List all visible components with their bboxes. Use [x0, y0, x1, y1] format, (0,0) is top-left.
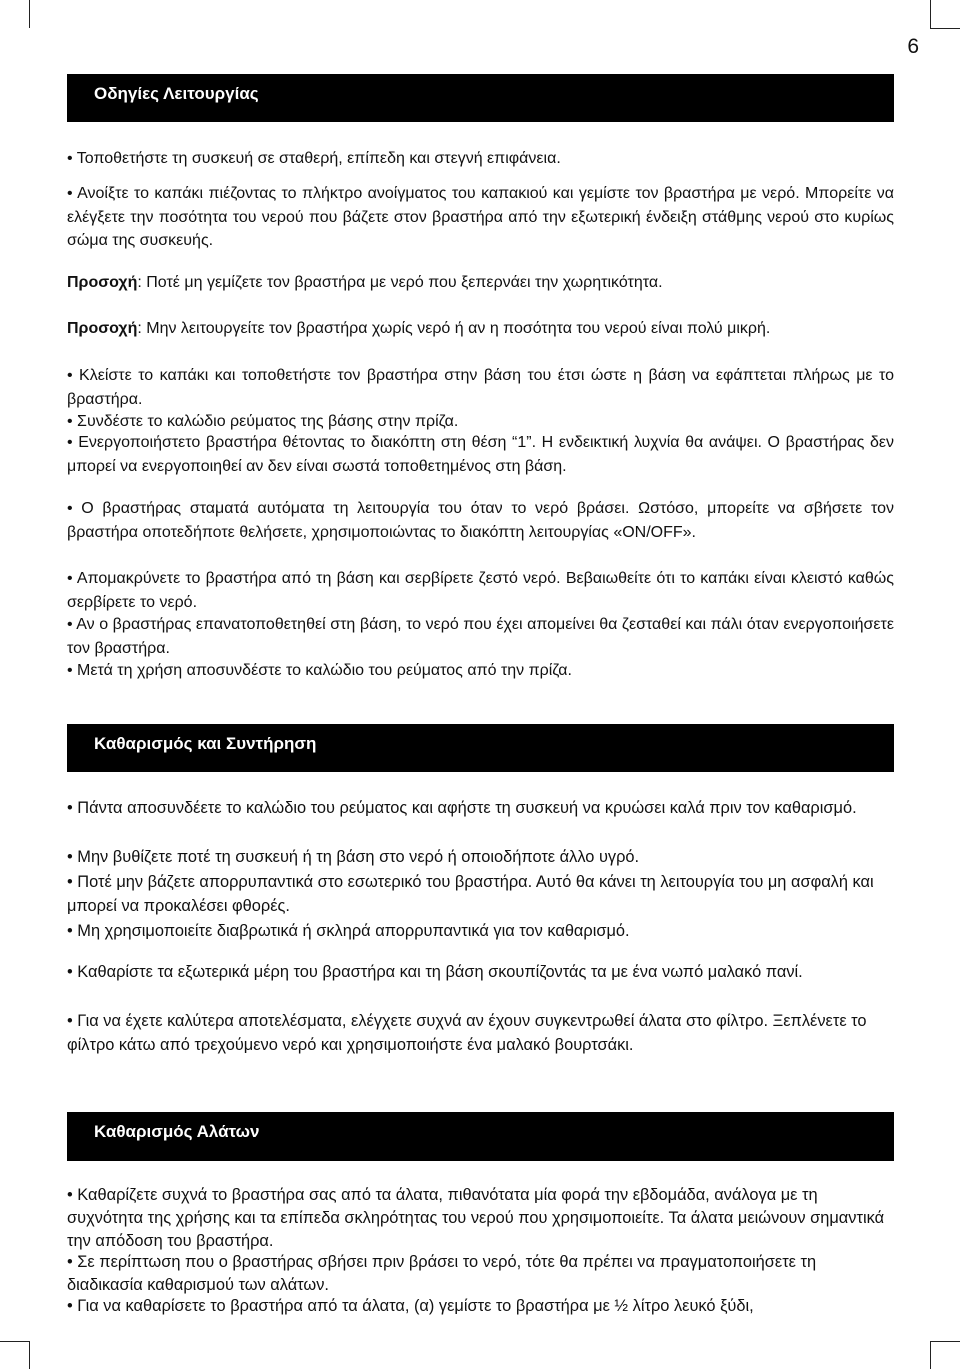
cleaning-item-no-immerse: • Μην βυθίζετε ποτέ τη συσκευή ή τη βάση στο νερό ή οποιοδήποτε άλλο υγρό.: [67, 848, 640, 866]
cleaning-item-no-abrasive: • Μη χρησιμοποιείτε διαβρωτικά ή σκληρά απορρυπαντικά για τον καθαρισμό.: [67, 922, 630, 940]
crop-mark-top-right: [930, 0, 931, 28]
caution-label: Προσοχή: [67, 320, 138, 337]
operation-item-close-lid: • Κλείστε το καπάκι και τοποθετήστε τον βραστήρα στην βάση του έτσι ώστε η βάση να εφάπτεται πλήρως με το βραστήρα.: [67, 367, 894, 408]
crop-mark-bottom-right-h: [930, 1341, 960, 1342]
cleaning-item-filter: • Για να έχετε καλύτερα αποτελέσματα, ελέγχετε συχνά αν έχουν συγκεντρωθεί άλατα στο φίλτρο. Ξεπλένετε το φίλτρο κάτω από τρεχούμενο νερό και χρησιμοποιήστε ένα μαλακό βουρτσάκι.: [67, 1012, 867, 1054]
operation-item-auto-off: • Ο βραστήρας σταματά αυτόματα τη λειτουργία του όταν το νερό βράσει. Ωστόσο, μπορείτε να σβήσετε τον βραστήρα οποτεδήποτε θελήσετε, χρησιμοποιώντας το διακόπτη λειτουργίας «ON/OFF».: [67, 500, 894, 541]
section-header-cleaning: [67, 724, 894, 772]
operation-item-plug: • Συνδέστε το καλώδιο ρεύματος της βάσης στην πρίζα.: [67, 413, 459, 430]
operation-caution-capacity: [67, 271, 894, 295]
caution-label: Προσοχή: [67, 274, 138, 291]
cleaning-item-wipe: • Καθαρίστε τα εξωτερικά μέρη του βραστήρα και τη βάση σκουπίζοντάς τα με ένα νωπό μαλακό πανί.: [67, 963, 803, 981]
caution-text: : Ποτέ μη γεμίζετε τον βραστήρα με νερό που ξεπερνάει την χωρητικότητα.: [137, 274, 663, 291]
caution-text: : Μην λειτουργείτε τον βραστήρα χωρίς νερό ή αν η ποσότητα του νερού είναι πολύ μικρή.: [137, 320, 771, 337]
operation-item-fill: • Ανοίξτε το καπάκι πιέζοντας το πλήκτρο ανοίγματος του καπακιού και γεμίστε τον βραστήρα με νερό. Μπορείτε να ελέγξετε την ποσότητα του νερού που βάζετε στον βραστήρα από την εξωτερική ένδειξη στάθμης νερού στο κυρίως σώμα της συσκευής.: [67, 185, 894, 249]
descaling-item-switch-off: • Σε περίπτωση που ο βραστήρας σβήσει πριν βράσει το νερό, τότε θα πρέπει να πραγματοποιήσετε τη διαδικασία καθαρισμού των αλάτων.: [67, 1253, 817, 1294]
section-header-operation: [67, 74, 894, 122]
section-title-descaling: Καθαρισμός Αλάτων: [94, 1122, 260, 1141]
page-number: 6: [907, 35, 919, 58]
operation-item-unplug: • Μετά τη χρήση αποσυνδέστε το καλώδιο του ρεύματος από την πρίζα.: [67, 662, 572, 679]
section-header-descaling: [67, 1112, 894, 1161]
crop-mark-bottom-left-h: [0, 1341, 29, 1342]
operation-item-place: • Τοποθετήστε τη συσκευή σε σταθερή, επίπεδη και στεγνή επιφάνεια.: [67, 150, 561, 167]
section-title-cleaning: Καθαρισμός και Συντήρηση: [94, 734, 317, 753]
section-title-operation: Οδηγίες Λειτουργίας: [94, 84, 259, 103]
operation-item-replace: • Αν ο βραστήρας επανατοποθετηθεί στη βάση, το νερό που έχει απομείνει θα ζεσταθεί και πάλι όταν ενεργοποιήσετε τον βραστήρα.: [67, 616, 894, 657]
crop-mark-bottom-left: [29, 1341, 30, 1369]
descaling-item-vinegar: • Για να καθαρίσετε το βραστήρα από τα άλατα, (α) γεμίστε το βραστήρα με ½ λίτρο λευκό ξύδι,: [67, 1297, 754, 1315]
descaling-item-frequency: • Καθαρίζετε συχνά το βραστήρα σας από τα άλατα, πιθανότατα μία φορά την εβδομάδα, ανάλογα με τη συχνότητα της χρήσης και τα επίπεδα σκληρότητας του νερού που χρησιμοποιείτε. Τα άλατα μειώνουν σημαντικά την απόδοση του βραστήρα.: [67, 1186, 885, 1250]
operation-item-serve: • Απομακρύνετε το βραστήρα από τη βάση και σερβίρετε ζεστό νερό. Βεβαιωθείτε ότι το καπάκι είναι κλειστό καθώς σερβίρετε το νερό.: [67, 570, 894, 611]
operation-item-switch-on: • Ενεργοποιήστετο βραστήρα θέτοντας το διακόπτη στη θέση “1”. Η ενδεικτική λυχνία θα ανάψει. Ο βραστήρας δεν μπορεί να ενεργοποιηθεί αν δεν είναι σωστά τοποθετημένος στη βάση.: [67, 434, 894, 475]
cleaning-item-no-detergent: • Ποτέ μην βάζετε απορρυπαντικά στο εσωτερικό του βραστήρα. Αυτό θα κάνει τη λειτουργία του μη ασφαλή και μπορεί να προκαλέσει φθορές.: [67, 873, 874, 915]
crop-mark-top-left: [29, 0, 30, 28]
operation-caution-empty: [67, 317, 894, 341]
crop-mark-bottom-right: [930, 1341, 931, 1369]
crop-mark-top-right-h: [930, 28, 960, 29]
cleaning-item-unplug: • Πάντα αποσυνδέετε το καλώδιο του ρεύματος και αφήστε τη συσκευή να κρυώσει καλά πριν τον καθαρισμό.: [67, 799, 857, 817]
